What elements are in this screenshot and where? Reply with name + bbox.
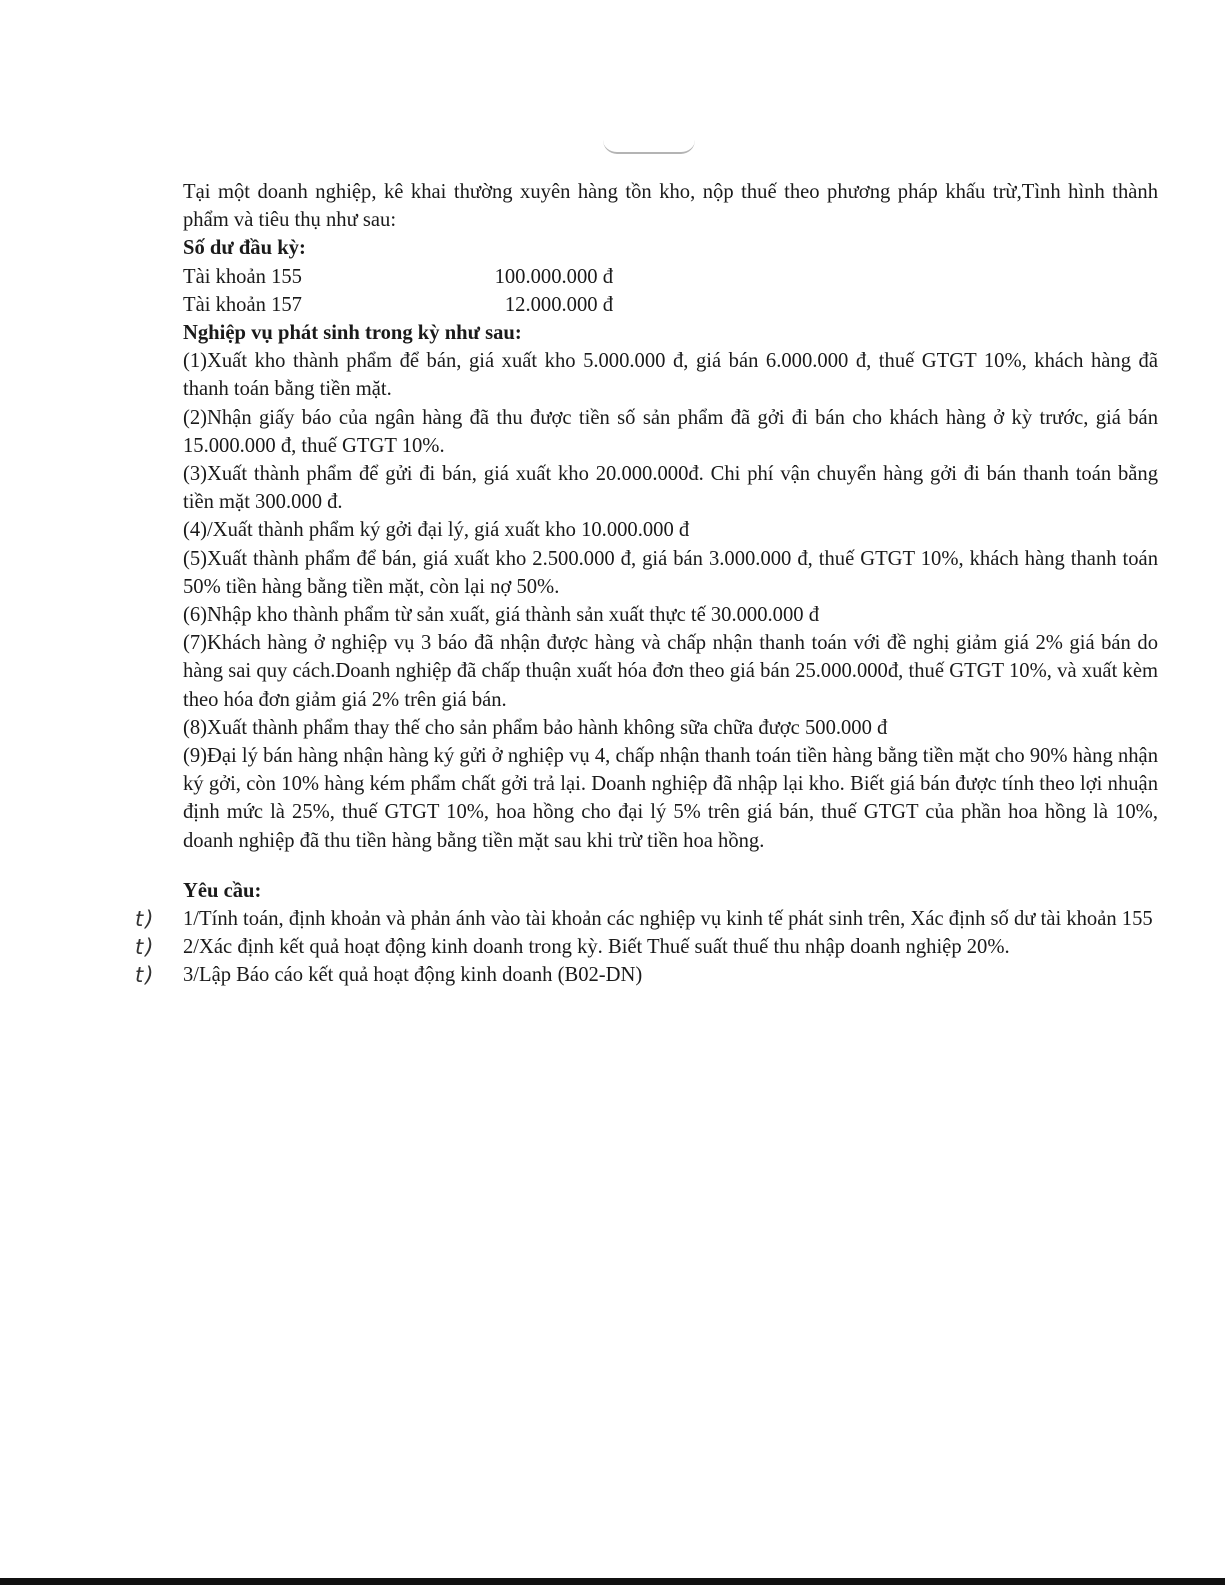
requirement-text: 1/Tính toán, định khoản và phản ánh vào tài khoản các nghiệp vụ kinh tế phát sinh trên, Xác định số dư tài khoản 155 [183,908,1153,931]
requirements-list [135,905,1158,990]
opening-balance-heading: Số dư đầu kỳ: [183,237,306,260]
document-body [135,178,1158,990]
transaction-item: (7)Khách hàng ở nghiệp vụ 3 báo đã nhận được hàng và chấp nhận thanh toán với đề nghị giảm giá 2% giá bán do hàng sai quy cách.Doanh nghiệp đã chấp thuận xuất hóa đơn theo giá bán 25.000.000đ, thuế GTGT 10%, và xuất kèm theo hóa đơn giảm giá 2% trên giá bán. [183,632,1158,711]
requirement-item [135,933,1158,961]
requirement-text: 3/Lập Báo cáo kết quả hoạt động kinh doanh (B02-DN) [183,964,643,987]
balance-value: 100.000.000 đ [494,265,613,288]
balance-label: Tài khoản 157 [183,293,302,316]
transaction-item: (4)/Xuất thành phẩm ký gởi đại lý, giá xuất kho 10.000.000 đ [183,519,690,542]
requirement-item [135,905,1158,933]
transaction-item: (6)Nhập kho thành phẩm từ sản xuất, giá thành sản xuất thực tế 30.000.000 đ [183,604,820,627]
handwritten-mark: t) [135,963,156,988]
balance-value: 12.000.000 đ [504,293,613,316]
transaction-item: (2)Nhận giấy báo của ngân hàng đã thu được tiền số sản phẩm đã gởi đi bán cho khách hàng ở kỳ trước, giá bán 15.000.000 đ, thuế GTGT 10%. [183,406,1158,457]
handwritten-mark: t) [135,907,156,932]
handwritten-mark: t) [135,935,156,960]
transaction-item: (9)Đại lý bán hàng nhận hàng ký gửi ở nghiệp vụ 4, chấp nhận thanh toán tiền hàng bằng tiền mặt cho 90% hàng nhận ký gởi, còn 10% hàng kém phẩm chất gởi trả lại. Doanh nghiệp đã nhập lại kho. Biết giá bán được tính theo lợi nhuận định mức là 25%, thuế GTGT 10%, hoa hồng cho đại lý 5% trên giá bán, thuế GTGT của phần hoa hồng là 10%, doanh nghiệp đã thu tiền hàng bằng tiền mặt sau khi trừ tiền hoa hồng. [183,745,1158,852]
requirements-heading: Yêu cầu: [183,879,262,902]
transaction-item: (3)Xuất thành phẩm để gửi đi bán, giá xuất kho 20.000.000đ. Chi phí vận chuyển hàng gởi đi bán thanh toán bằng tiền mặt 300.000 đ. [183,463,1158,514]
transaction-item: (8)Xuất thành phẩm thay thế cho sản phẩm bảo hành không sữa chữa được 500.000 đ [183,716,888,739]
balance-row [183,291,1158,319]
scan-bottom-edge [0,1578,1225,1585]
scan-mark [603,140,695,154]
requirement-item [135,961,1158,989]
transaction-item: (1)Xuất kho thành phẩm để bán, giá xuất kho 5.000.000 đ, giá bán 6.000.000 đ, thuế GTGT 10%, khách hàng đã thanh toán bằng tiền mặt. [183,350,1158,401]
intro-paragraph: Tại một doanh nghiệp, kê khai thường xuyên hàng tồn kho, nộp thuế theo phương pháp khấu trừ,Tình hình thành phẩm và tiêu thụ như sau: [183,181,1158,232]
transaction-item: (5)Xuất thành phẩm để bán, giá xuất kho 2.500.000 đ, giá bán 3.000.000 đ, thuế GTGT 10%, khách hàng thanh toán 50% tiền hàng bằng tiền mặt, còn lại nợ 50%. [183,547,1158,598]
section-gap [183,855,1158,877]
transactions-heading: Nghiệp vụ phát sinh trong kỳ như sau: [183,322,522,345]
balance-label: Tài khoản 155 [183,265,302,288]
balance-row [183,263,1158,291]
requirement-text: 2/Xác định kết quả hoạt động kinh doanh trong kỳ. Biết Thuế suất thuế thu nhập doanh nghiệp 20%. [183,936,1010,959]
